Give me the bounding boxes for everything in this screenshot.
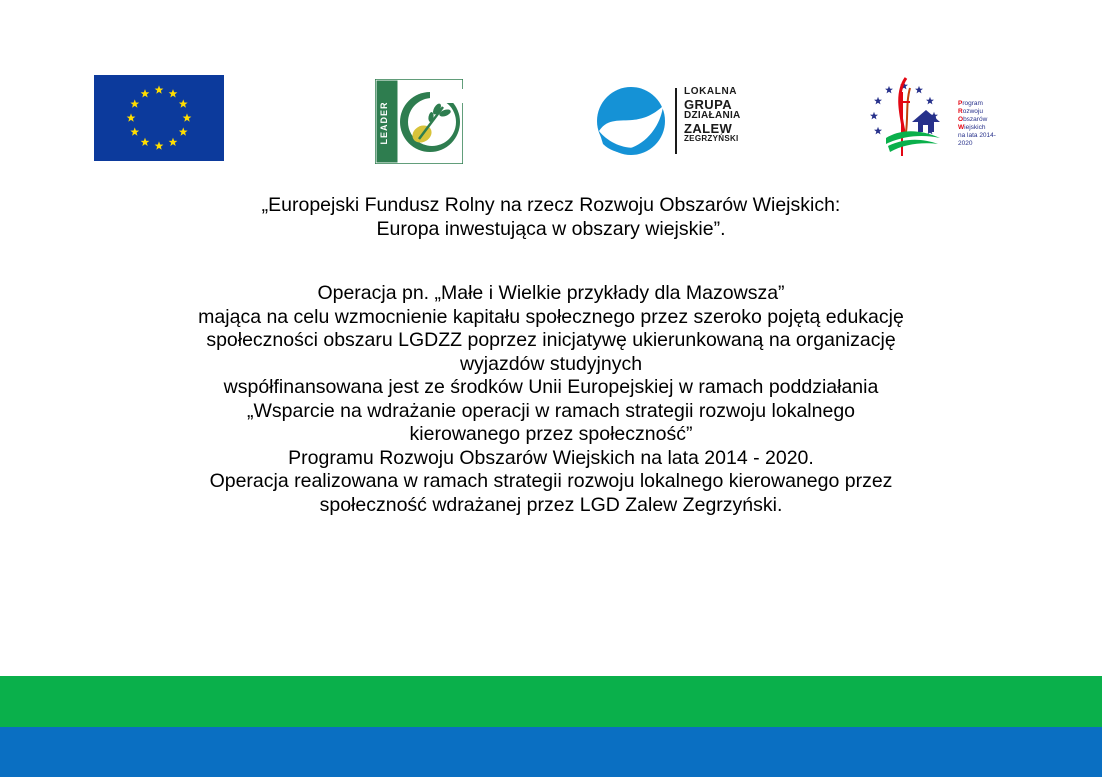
lgd-line-dzialania: DZIAŁANIA [684, 110, 741, 122]
prow-line-obszarow: Obszarów [958, 115, 988, 123]
star-icon [885, 86, 893, 94]
prow-logo [866, 72, 1006, 160]
star-icon [874, 97, 882, 105]
lgd-logo-text [684, 87, 741, 144]
footer-band-green [0, 676, 1102, 727]
lgd-swirl-icon [595, 84, 667, 158]
prow-emblem-icon [866, 72, 956, 160]
operation-line: Operacja realizowana w ramach strategii rozwoju lokalnego kierowanego przez [209, 470, 893, 492]
prow-logo-text [958, 100, 1006, 148]
lgd-line-lokalna: LOKALNA [684, 86, 738, 97]
lgd-line-zalew: ZALEW [684, 120, 733, 136]
operation-line: mająca na celu wzmocnienie kapitału społecznego przez szeroko pojętą edukację [198, 305, 904, 328]
operation-line: Programu Rozwoju Obszarów Wiejskich na lata 2014 - 2020. [288, 446, 814, 469]
operation-line: Operacja pn. „Małe i Wielkie przykłady dla Mazowsza” [317, 282, 785, 304]
star-icon [926, 97, 934, 105]
lgd-logo [595, 82, 755, 162]
quote-line: Europa inwestująca w obszary wiejskie”. [376, 217, 726, 240]
prow-line-program: Program [958, 100, 983, 107]
fund-quote [60, 194, 1042, 241]
operation-line: społeczności obszaru LGDZZ poprzez inicjatywę ukierunkowaną na organizację [206, 329, 896, 351]
operation-line: współfinansowana jest ze środków Unii Europejskiej w ramach poddziałania [223, 376, 879, 398]
leader-logo-text: LEADER [379, 101, 389, 145]
lgd-line-grupa: GRUPA [684, 96, 732, 112]
footer-band-blue [0, 727, 1102, 777]
operation-description [60, 282, 1042, 517]
lgd-divider [675, 88, 677, 154]
prow-line-years: na lata 2014-2020 [958, 131, 996, 147]
quote-line: „Europejski Fundusz Rolny na rzecz Rozwoju Obszarów Wiejskich: [261, 194, 841, 216]
prow-line-rozwoju: Rozwoju [958, 107, 983, 115]
star-icon [874, 127, 882, 135]
operation-line: „Wsparcie na wdrażanie operacji w ramach strategii rozwoju lokalnego [246, 399, 856, 422]
lgd-line-zegrzynski: ZEGRZYŃSKI [684, 134, 739, 144]
prow-line-wiejskich: Wiejskich [958, 123, 986, 131]
star-icon [915, 86, 923, 94]
star-icon [870, 112, 878, 120]
operation-line: społeczność wdrażanej przez LGD Zalew Zegrzyński. [319, 493, 783, 516]
operation-line: kierowanego przez społeczność” [409, 423, 693, 445]
eu-flag-icon [94, 75, 224, 161]
leader-logo-icon [375, 79, 463, 164]
operation-line: wyjazdów studyjnych [459, 352, 643, 375]
